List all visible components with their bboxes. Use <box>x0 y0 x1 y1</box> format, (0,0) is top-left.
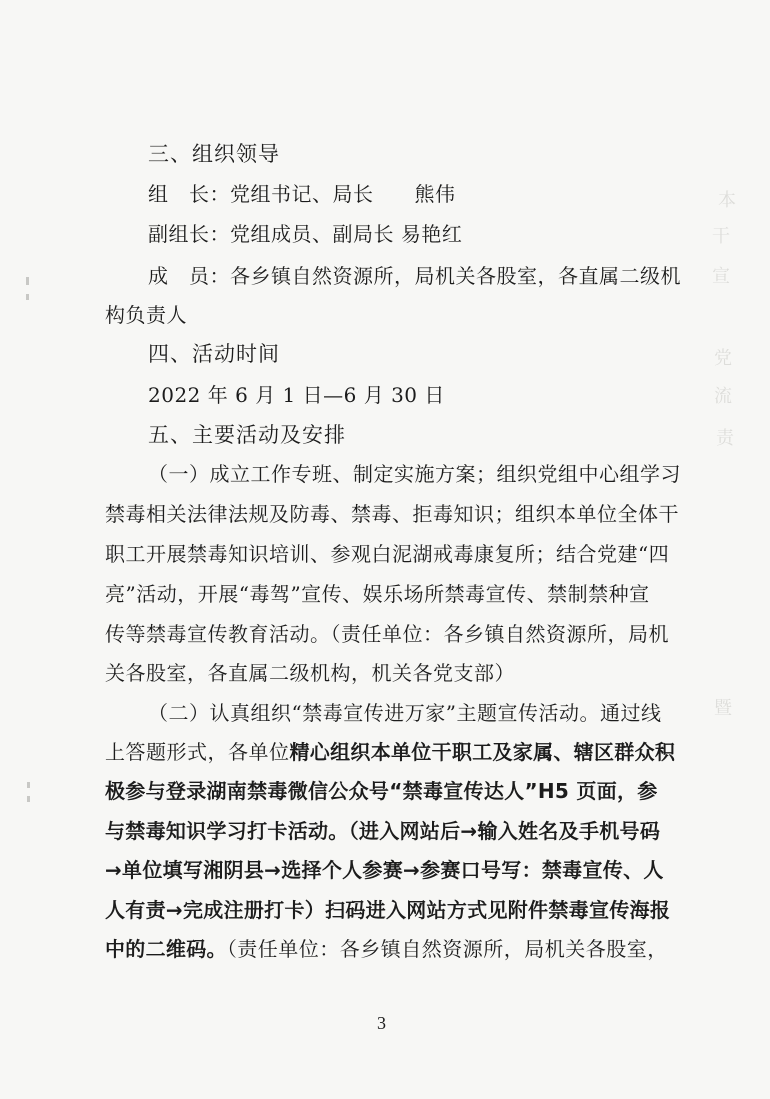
deputy-leader-line: 副组长：党组成员、副局长 易艳红 <box>148 222 463 246</box>
bleed-through-mark: 责 <box>716 428 734 449</box>
item2-line: →单位填写湘阴县→选择个人参赛→参赛口号写：禁毒宣传、人 <box>105 858 664 882</box>
item1-line: 职工开展禁毒知识培训、参观白泥湖戒毒康复所；结合党建“四 <box>105 542 670 566</box>
item2-line: 人有责→完成注册打卡）扫码进入网站方式见附件禁毒宣传海报 <box>105 898 671 922</box>
activity-period: 2022 年 6 月 1 日—6 月 30 日 <box>148 383 445 407</box>
bleed-through-mark: 干 <box>712 226 730 247</box>
bleed-through-mark: 党 <box>714 348 732 369</box>
bleed-through-mark: 流 <box>714 386 732 407</box>
bleed-through-mark: 本 <box>718 190 736 211</box>
item1-line: 传等禁毒宣传教育活动。（责任单位：各乡镇自然资源所，局机 <box>105 622 669 646</box>
leader-line: 组 长：党组书记、局长 熊伟 <box>148 182 456 206</box>
item2-line <box>105 935 668 963</box>
members-line-2: 构负责人 <box>105 303 187 327</box>
scan-speck <box>27 796 30 802</box>
item2-line7-bold: 中的二维码。 <box>105 937 227 961</box>
item1-line: 亮”活动，开展“毒驾”宣传、娱乐场所禁毒宣传、禁制禁种宣 <box>105 582 650 606</box>
item2-line7-normal: （责任单位：各乡镇自然资源所，局机关各股室， <box>226 937 668 961</box>
item1-line: （一）成立工作专班、制定实施方案；组织党组中心组学习 <box>148 462 681 486</box>
scan-speck <box>26 277 29 285</box>
item2-line: （二）认真组织“禁毒宣传进万家”主题宣传活动。通过线 <box>148 701 662 725</box>
members-line-1: 成 员：各乡镇自然资源所，局机关各股室，各直属二级机 <box>148 264 681 288</box>
section-heading-time: 四、活动时间 <box>148 342 280 366</box>
item2-line2-bold: 精心组织本单位干职工及家属、辖区群众积 <box>289 740 676 764</box>
scan-speck <box>26 294 29 300</box>
section-heading-organization: 三、组织领导 <box>148 142 280 166</box>
item2-line2-normal: 上答题形式，各单位 <box>105 740 290 764</box>
item2-line: 与禁毒知识学习打卡活动。（进入网站后→输入姓名及手机号码 <box>105 819 661 843</box>
bleed-through-mark: 宣 <box>712 266 730 287</box>
item1-line: 关各股室，各直属二级机构，机关各党支部） <box>105 661 515 685</box>
bleed-through-mark: 暨 <box>714 698 732 719</box>
page-number: 3 <box>377 1013 386 1033</box>
item2-line <box>105 738 675 766</box>
scan-speck <box>27 782 30 788</box>
item2-line: 极参与登录湖南禁毒微信公众号“禁毒宣传达人”H5 页面，参 <box>105 779 658 803</box>
item1-line: 禁毒相关法律法规及防毒、禁毒、拒毒知识；组织本单位全体干 <box>105 502 679 526</box>
section-heading-activities: 五、主要活动及安排 <box>148 423 346 447</box>
